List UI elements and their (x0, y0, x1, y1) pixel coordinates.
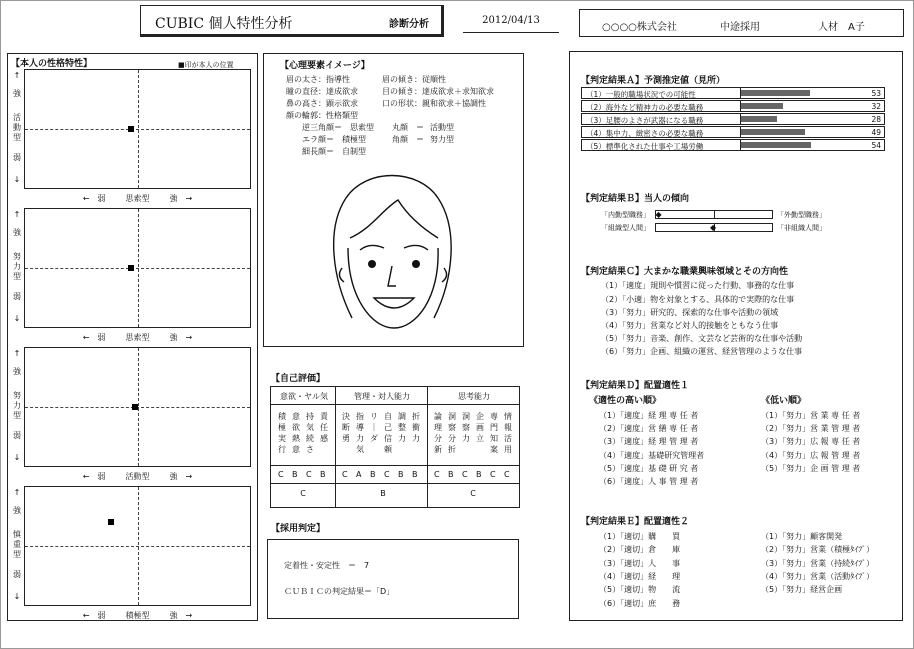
y-arrow-down: ↓ (13, 592, 21, 601)
personality-chart-1 (24, 208, 251, 328)
title-box (140, 5, 444, 37)
estimate-row-2 (581, 113, 885, 125)
shape-0-e: 活動型 (430, 123, 454, 132)
tendency-0-marker: ◆ (655, 210, 662, 219)
x-strong: 強 → (169, 472, 193, 481)
y-axis-label: 努力型 (13, 391, 21, 420)
psych-left-1: 瞳の直径：達成欲求 (286, 87, 358, 96)
personality-chart-3 (24, 486, 251, 606)
x-axis-labels (24, 471, 251, 482)
tendency-0-right: 「外勤型職務」 (777, 211, 826, 219)
estimate-bar (741, 142, 811, 148)
x-axis-labels (24, 610, 251, 621)
candidate-info-box (579, 9, 904, 37)
left-brow (360, 245, 384, 250)
personality-title: 【本人の性格特性】 (11, 59, 93, 69)
x-label: 思索型 (125, 194, 150, 203)
y-strong-label: 強 (13, 506, 21, 515)
y-strong-label: 強 (13, 228, 21, 237)
result-e-left-0: （1）「適切」購 買 (599, 532, 681, 541)
result-e-right-0: （1）「努力」顧客開発 (761, 532, 843, 541)
result-d-high-3: （4）「適度」基礎研究管理者 (599, 451, 705, 460)
hire-box (267, 539, 519, 619)
self-eval-grade: B (292, 470, 298, 479)
shape-1-e: 努力型 (430, 135, 454, 144)
x-label: 思索型 (125, 333, 150, 342)
self-eval-column: 企 画 立 (476, 412, 484, 443)
estimate-label: （4）集中力、緻密さの必要な職務 (586, 129, 704, 138)
tendency-1-left: 「組織型人間」 (601, 224, 650, 232)
x-axis-labels (24, 193, 251, 204)
tendency-0-left: 「内勤型職務」 (601, 211, 650, 219)
result-c-row-2: （3）「努力」研究的、探索的な仕事や活動の領域 (601, 308, 779, 317)
y-arrow-up: ↑ (13, 488, 21, 497)
shape-0-b: 思索型 (350, 123, 374, 132)
shape-1-b: ＝ 積極型 (326, 135, 366, 144)
hire-title: 【採用判定】 (271, 524, 326, 534)
group-label-1: 管理・対人能力 (354, 392, 410, 401)
x-weak: ← 弱 (82, 611, 106, 620)
self-eval-grade: C (490, 470, 496, 479)
psych-left-2: 鼻の高さ：顕示欲求 (286, 99, 358, 108)
result-e-left-3: （4）「適切」経 理 (599, 572, 681, 581)
result-e-left-4: （5）「適切」物 流 (599, 585, 681, 594)
result-d-title: 【判定結果Ｄ】配置適性１ (581, 381, 690, 391)
company-name: ○○○○株式会社 (602, 22, 677, 33)
total-1: B (380, 489, 386, 498)
report-title: CUBIC 個人特性分析 (155, 16, 293, 32)
y-weak-label: 弱 (13, 431, 21, 440)
result-d-high-0: （1）「適度」経 理 専 任 者 (599, 411, 699, 420)
estimate-label: （3）足腰のよさが武器になる職務 (586, 116, 704, 125)
self-eval-grade: C (306, 470, 312, 479)
face-illustration (312, 158, 472, 338)
estimate-value: 54 (871, 141, 881, 150)
result-d-low-4: （5）「努力」企 画 管 理 者 (761, 464, 861, 473)
report-date: 2012/04/13 (463, 15, 559, 33)
self-eval-column: 折 衝 力 (412, 412, 420, 443)
self-eval-column: 専 門 知 案 (490, 412, 498, 454)
result-e-title: 【判定結果Ｅ】配置適性２ (581, 517, 690, 527)
result-d-low-3: （4）「努力」広 報 管 理 者 (761, 451, 861, 460)
self-eval-grade: B (320, 470, 326, 479)
y-arrow-down: ↓ (13, 453, 21, 462)
psych-panel (263, 53, 524, 347)
right-eye (412, 260, 420, 268)
x-label: 活動型 (125, 472, 150, 481)
x-weak: ← 弱 (82, 333, 106, 342)
self-eval-grade: B (448, 470, 454, 479)
self-eval-grade: C (342, 470, 348, 479)
self-eval-grade: C (504, 470, 510, 479)
estimate-bar (741, 116, 777, 122)
result-d-low-0: （1）「努力」営 業 専 任 者 (761, 411, 861, 420)
self-eval-column: 自 己 信 頼 (384, 412, 392, 454)
x-axis-labels (24, 332, 251, 343)
right-ear (442, 268, 447, 282)
estimate-bar (741, 129, 805, 135)
hire-line-2: ＣＵＢＩＣの判定結果＝「D」 (284, 587, 395, 596)
result-d-high-1: （2）「適度」営 繕 専 任 者 (599, 424, 699, 433)
y-arrow-up: ↑ (13, 210, 21, 219)
left-ear (339, 268, 344, 282)
position-marker (128, 126, 134, 132)
position-marker (108, 519, 114, 525)
estimate-row-4 (581, 139, 885, 151)
self-eval-grade: C (278, 470, 284, 479)
result-d-high-2: （3）「適度」経 理 管 理 者 (599, 437, 699, 446)
shape-0-c: 丸顔 (392, 123, 408, 132)
y-weak-label: 弱 (13, 570, 21, 579)
estimate-row-0 (581, 87, 885, 99)
result-b-title: 【判定結果Ｂ】当人の傾向 (581, 194, 690, 204)
estimate-label: （5）標準化された仕事や工場労働 (586, 142, 704, 151)
result-d-low-2: （3）「努力」広 報 専 任 者 (761, 437, 861, 446)
result-e-right-4: （5）「努力」経営企画 (761, 585, 843, 594)
total-2: C (470, 489, 476, 498)
self-eval-column: 責 任 感 (320, 412, 328, 443)
person-name: 人材 A子 (818, 22, 865, 33)
estimate-label: （2）海外など精神力の必要な職務 (586, 103, 704, 112)
hair-outline (334, 176, 451, 319)
nose (388, 266, 396, 286)
result-c-row-1: （2）「小適」物を対象とする、具体的で実際的な仕事 (601, 295, 795, 304)
self-eval-title: 【自己評価】 (271, 374, 326, 384)
result-a-title: 【判定結果Ａ】予測推定値（見所） (581, 76, 726, 86)
x-label: 積極型 (125, 611, 150, 620)
y-axis-label: 慎重型 (13, 530, 21, 559)
result-c-row-4: （5）「努力」音楽、創作、文芸など芸術的な仕事や活動 (601, 334, 803, 343)
psych-left-0: 眉の太さ：指導性 (286, 75, 350, 84)
y-weak-label: 弱 (13, 153, 21, 162)
self-eval-column: 持 気 続 さ (306, 412, 314, 454)
shape-0-d: ＝ (416, 123, 424, 132)
self-eval-grade: B (370, 470, 376, 479)
group-label-0: 意欲・ヤル気 (280, 392, 328, 401)
self-eval-column: 洞 察 力 (462, 412, 470, 443)
face-outline (348, 248, 438, 328)
self-eval-table (270, 386, 520, 508)
psych-title: 【心理要素イメージ】 (280, 61, 370, 71)
result-e-left-5: （6）「適切」庶 務 (599, 599, 681, 608)
y-arrow-down: ↓ (13, 175, 21, 184)
estimate-row-1 (581, 100, 885, 112)
psych-right-0: 眉の傾き：従順性 (382, 75, 446, 84)
y-arrow-down: ↓ (13, 314, 21, 323)
self-eval-grade: C (462, 470, 468, 479)
y-strong-label: 強 (13, 89, 21, 98)
mouth (374, 298, 414, 308)
tendency-1-scale (655, 223, 773, 232)
estimate-value: 49 (871, 128, 881, 137)
self-eval-grade: B (398, 470, 404, 479)
estimate-value: 28 (871, 115, 881, 124)
shape-1-d: ＝ (416, 135, 424, 144)
y-axis-label: 努力型 (13, 252, 21, 281)
result-e-left-1: （2）「適切」倉 庫 (599, 545, 681, 554)
self-eval-column: 指 導 力 気 (356, 412, 364, 454)
result-c-row-3: （4）「努力」営業など対人的接触をともなう仕事 (601, 321, 779, 330)
personality-chart-0 (24, 69, 251, 189)
result-d-low-1: （2）「努力」営 業 管 理 者 (761, 424, 861, 433)
left-eye (368, 260, 376, 268)
estimate-value: 53 (871, 89, 881, 98)
report-subtitle: 診断分析 (389, 19, 429, 30)
psych-right-1: 目の傾き：達成欲求＋求知欲求 (382, 87, 494, 96)
right-brow (404, 245, 428, 250)
personality-chart-2 (24, 347, 251, 467)
shape-0-a: 逆三角顔＝ (302, 123, 342, 132)
y-axis-label: 活動型 (13, 113, 21, 142)
result-d-high-5: （6）「適度」人 事 管 理 者 (599, 477, 699, 486)
x-weak: ← 弱 (82, 194, 106, 203)
result-e-right-2: （3）「努力」営業（持続ﾀｲﾌﾟ） (761, 559, 875, 568)
estimate-value: 32 (871, 102, 881, 111)
shape-1-c: 角顔 (392, 135, 408, 144)
x-strong: 強 → (169, 611, 193, 620)
self-eval-column: 洞 察 分 折 (448, 412, 456, 454)
y-strong-label: 強 (13, 367, 21, 376)
recruit-type: 中途採用 (720, 22, 760, 33)
hair-fringe (350, 200, 438, 238)
result-d-high-title: 《適性の高い順》 (589, 396, 662, 406)
group-label-2: 思考能力 (458, 392, 490, 401)
shape-2-a: 細長顔 (302, 147, 326, 156)
self-eval-column: 積 極 実 行 (278, 412, 286, 454)
self-eval-column: リ ｜ ダ (370, 412, 378, 443)
x-weak: ← 弱 (82, 472, 106, 481)
position-marker (132, 404, 138, 410)
tendency-0-scale (655, 210, 773, 219)
estimate-label: （1）一般的職場状況での可能性 (586, 90, 696, 99)
self-eval-column: 情 報 活 用 (504, 412, 512, 454)
estimate-bar (741, 103, 783, 109)
psych-left-3: 顔の輪郭：性格類型 (286, 111, 358, 120)
tendency-1-right: 「非組織人間」 (777, 224, 826, 232)
self-eval-grade: A (356, 470, 362, 479)
result-d-low-title: 《低い順》 (761, 396, 807, 406)
shape-2-b: ＝ 自制型 (326, 147, 366, 156)
self-eval-column: 決 断 勇 (342, 412, 350, 443)
self-eval-column: 意 欲 熱 意 (292, 412, 300, 454)
tendency-1-marker: ◆ (710, 223, 717, 232)
hire-line-1: 定着性・安定性 ＝ 7 (284, 561, 370, 570)
personality-legend: ■印が本人の位置 (178, 61, 234, 69)
position-marker (128, 265, 134, 271)
shape-1-a: エラ顔 (302, 135, 326, 144)
y-arrow-up: ↑ (13, 71, 21, 80)
result-e-right-3: （4）「努力」営業（活動ﾀｲﾌﾟ） (761, 572, 875, 581)
self-eval-grade: B (412, 470, 418, 479)
self-eval-grade: C (384, 470, 390, 479)
result-c-title: 【判定結果Ｃ】大まかな職業興味領域とその方向性 (581, 267, 789, 277)
result-c-row-5: （6）「努力」企画、組織の運営、経営管理のような仕事 (601, 347, 803, 356)
result-e-left-2: （3）「適切」人 事 (599, 559, 681, 568)
self-eval-grade: C (434, 470, 440, 479)
total-0: C (300, 489, 306, 498)
result-e-right-1: （2）「努力」営業（積極ﾀｲﾌﾟ） (761, 545, 875, 554)
y-weak-label: 弱 (13, 292, 21, 301)
result-c-row-0: （1）「適度」規則や慣習に従った行動、事務的な仕事 (601, 281, 795, 290)
result-d-high-4: （5）「適度」基 礎 研 究 者 (599, 464, 699, 473)
estimate-bar (741, 90, 810, 96)
self-eval-grade: B (476, 470, 482, 479)
estimate-row-3 (581, 126, 885, 138)
self-eval-column: 調 整 力 (398, 412, 406, 443)
self-eval-column: 論 理 分 新 (434, 412, 442, 454)
x-strong: 強 → (169, 333, 193, 342)
psych-right-2: 口の形状：親和欲求＋協調性 (382, 99, 486, 108)
y-arrow-up: ↑ (13, 349, 21, 358)
x-strong: 強 → (169, 194, 193, 203)
